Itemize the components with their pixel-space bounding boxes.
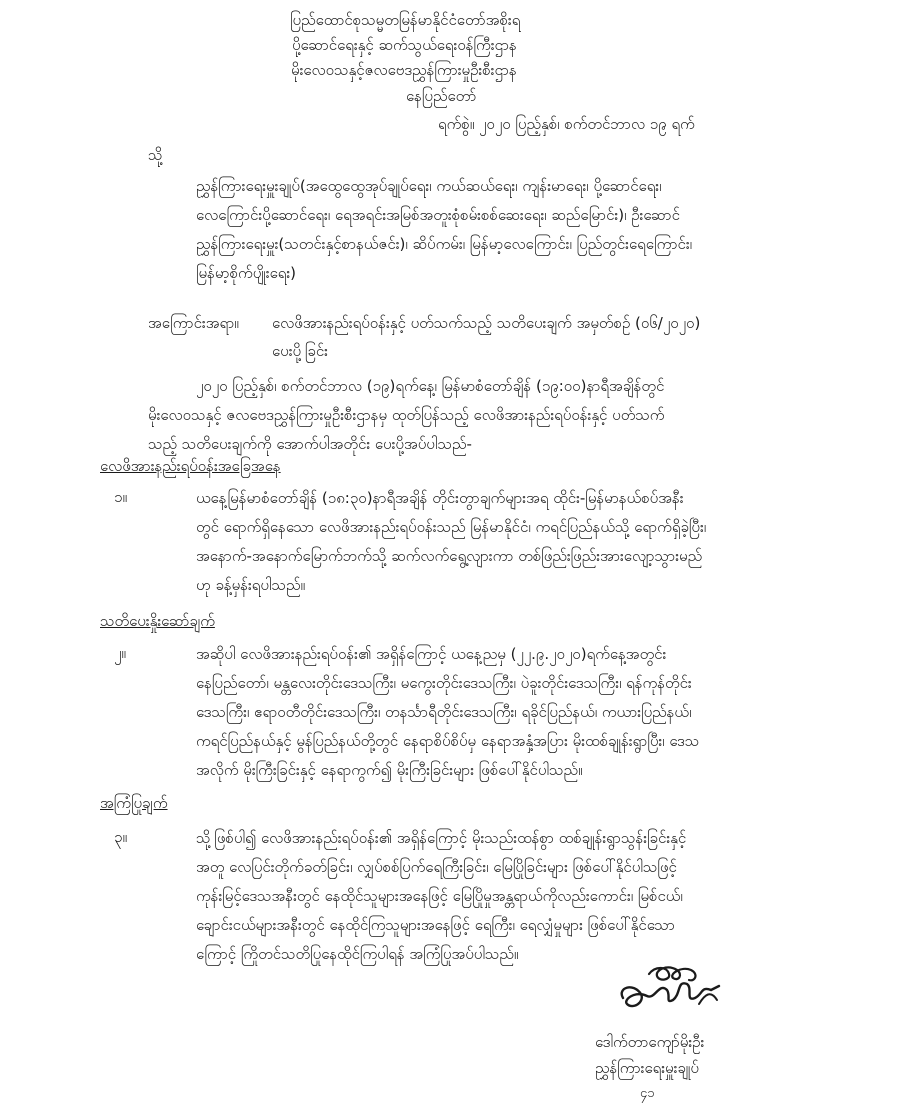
paragraph-line: တွင် ရောက်ရှိနေသော လေဖိအားနည်းရပ်ဝန်းသည် မြန်မာနိုင်ငံ၊ ကရင်ပြည်နယ်သို့ ရောက်ရှိခဲ့ပြီး၊	[196, 518, 707, 536]
intro-line: သည့် သတိပေးချက်ကို အောက်ပါအတိုင်း ပေးပို့အပ်ပါသည်-	[148, 435, 472, 453]
to-recipients	[196, 172, 692, 288]
paragraph-line: အနောက်-အနောက်မြောက်ဘက်သို့ ဆက်လက်ရွေ့လျားကာ တစ်ဖြည်းဖြည်းအားလျော့သွားမည်	[196, 547, 703, 565]
intro-paragraph	[148, 372, 665, 459]
paragraph-line: အဆိုပါ လေဖိအားနည်းရပ်ဝန်း၏ အရှိန်ကြောင့် ယနေ့ညမှ (၂၂.၉.၂၀၂၀)ရက်နေ့အတွင်း	[196, 645, 667, 663]
signatory-note: ၄၁	[640, 1086, 655, 1101]
paragraph-line: ယနေ့မြန်မာစံတော်ချိန် (၁၈:၃၀)နာရီအချိန် တိုင်းတွာချက်များအရ ထိုင်း-မြန်မာနယ်စပ်အနီး	[196, 489, 684, 507]
paragraph-line: ဟု ခန့်မှန်းရပါသည်။	[196, 576, 306, 594]
paragraph-line: အလိုက် မိုးကြီးခြင်းနှင့် နေရာကွက်၍ မိုးကြီးခြင်းများ ဖြစ်ပေါ်နိုင်ပါသည်။	[196, 761, 583, 779]
section-heading-advice: အကြံပြုချက်	[100, 794, 168, 812]
paragraph-line: နေပြည်တော်၊ မန္တလေးတိုင်းဒေသကြီး၊ မကွေးတိုင်းဒေသကြီး၊ ပဲခူးတိုင်းဒေသကြီး၊ ရန်ကုန်တိုင်း	[196, 674, 692, 692]
paragraph-line: ဒေသကြီး၊ ဧရာဝတီတိုင်းဒေသကြီး၊ တနင်္သာရီတိုင်းဒေသကြီး၊ ရခိုင်ပြည်နယ်၊ ကယားပြည်နယ်၊	[196, 703, 692, 721]
paragraph-line: ကုန်းမြင့်ဒေသအနီးတွင် နေထိုင်သူများအနေဖြင့် မြေပြိုမှုအန္တရာယ်ကိုလည်းကောင်း၊ မြစ်ငယ်၊	[196, 887, 683, 905]
paragraph-line: ကြောင့် ကြိုတင်သတိပြုနေထိုင်ကြပါရန် အကြံပြုအပ်ပါသည်။	[196, 945, 519, 963]
section-status-paragraph	[196, 484, 706, 600]
section-warning-paragraph	[196, 640, 699, 785]
recipient-line: ညွှန်ကြားရေးမှူး(သတင်းနှင့်စာနယ်ဇင်း)၊ ဆိပ်ကမ်း၊ မြန်မာ့လေကြောင်း၊ ပြည်တွင်းရေကြောင်း၊	[196, 235, 693, 253]
header-ministry: ပို့ဆောင်ရေးနှင့် ဆက်သွယ်ရေးဝန်ကြီးဌာန	[292, 36, 517, 54]
header-department: မိုးလေဝသနှင့်ဇလဗေဒညွှန်ကြားမှုဦးစီးဌာန	[291, 61, 517, 79]
subject-line: ပေးပို့ခြင်း	[272, 342, 328, 360]
intro-line: ၂၀၂၀ ပြည့်နှစ်၊ စက်တင်ဘာလ (၁၉)ရက်နေ့၊ မြန်မာစံတော်ချိန် (၁၉:၀၀)နာရီအချိန်တွင်	[196, 377, 665, 395]
section-heading-warning: သတိပေးနှိုးဆော်ချက်	[100, 612, 215, 630]
handwritten-signature	[615, 960, 735, 1020]
subject-label: အကြောင်းအရာ။	[148, 314, 239, 332]
section-number: ၃။	[114, 828, 127, 846]
paragraph-line: ကရင်ပြည်နယ်နှင့် မွန်ပြည်နယ်တို့တွင် နေရာစိပ်စိပ်မှ နေရာအနှံ့အပြား မိုးထစ်ချုန်းရွာပြီး၊ ဒေသ	[196, 732, 700, 750]
section-heading-status: လေဖိအားနည်းရပ်ဝန်းအခြေအနေ	[100, 457, 281, 475]
recipient-line: လေကြောင်းပို့ဆောင်ရေး၊ ရေအရင်းအမြစ်အတူးစုံစမ်းစစ်ဆေးရေး၊ ဆည်မြောင်း)၊ ဦးဆောင်	[196, 206, 680, 224]
section-advice-paragraph	[196, 824, 686, 969]
to-label: သို့	[148, 146, 163, 164]
header-date: ရက်စွဲ။ ၂၀၂၀ ပြည့်နှစ်၊ စက်တင်ဘာလ ၁၉ ရက်	[438, 115, 695, 133]
section-number: ၁။	[114, 488, 127, 506]
paragraph-line: ချောင်းငယ်များအနီးတွင် နေထိုင်ကြသူများအနေဖြင့် ရေကြီး၊ ရေလျှံမှုများ ဖြစ်ပေါ်နိုင်သော	[196, 916, 675, 934]
recipient-line: ညွှန်ကြားရေးမှူးချုပ်(အထွေထွေအုပ်ချုပ်ရေး၊ ကယ်ဆယ်ရေး၊ ကျန်းမာရေး၊ ပို့ဆောင်ရေး၊	[196, 177, 662, 195]
paragraph-line: သို့ဖြစ်ပါ၍ လေဖိအားနည်းရပ်ဝန်း၏ အရှိန်ကြောင့် မိုးသည်းထန်စွာ ထစ်ချုန်းရွာသွန်းခြင်းနှင့်	[196, 829, 687, 847]
intro-line: မိုးလေဝသနှင့် ဇလဗေဒညွှန်ကြားမှုဦးစီးဌာနမှ ထုတ်ပြန်သည့် လေဖိအားနည်းရပ်ဝန်းနှင့် ပတ်သက်	[148, 406, 665, 424]
section-number: ၂။	[114, 644, 126, 662]
subject-line: လေဖိအားနည်းရပ်ဝန်းနှင့် ပတ်သက်သည့် သတိပေးချက် အမှတ်စဉ် (၀၆/၂၀၂၀)	[272, 314, 701, 332]
signatory-title: ညွှန်ကြားရေးမှူးချုပ်	[595, 1059, 699, 1077]
header-government: ပြည်ထောင်စုသမ္မတမြန်မာနိုင်ငံတော်အစိုးရ	[290, 11, 521, 29]
recipient-line: မြန်မာ့စိုက်ပျိုးရေး)	[196, 264, 297, 282]
header-city: နေပြည်တော်	[406, 87, 477, 105]
signatory-name: ဒေါက်တာကျော်မိုးဦး	[595, 1033, 705, 1051]
paragraph-line: အတူ လေပြင်းတိုက်ခတ်ခြင်း၊ လျှပ်စစ်ပြက်ရေကြီးခြင်း၊ မြေပြိုခြင်းများ ဖြစ်ပေါ်နိုင်ပါသဖြင့်	[196, 858, 677, 876]
